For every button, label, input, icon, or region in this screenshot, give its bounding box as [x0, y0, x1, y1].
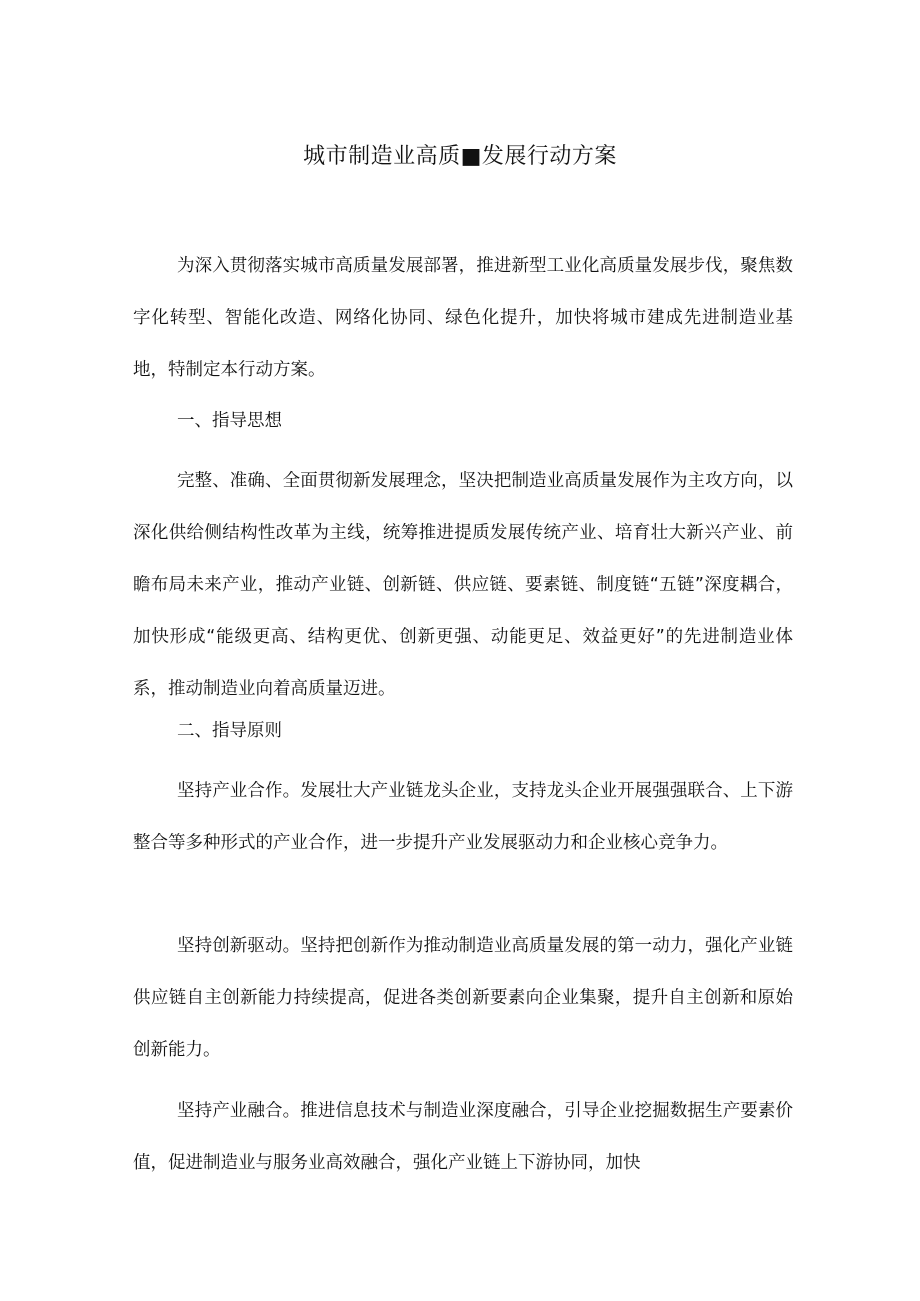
- guiding-ideology-paragraph: 完整、准确、全面贯彻新发展理念，坚决把制造业高质量发展作为主攻方向，以深化供给侧结构性改革为主线，统筹推进提质发展传统产业、培育壮大新兴产业、前瞻布局未来产业，推动产业链、创新链、供应链、要素链、制度链“五链”深度耦合，加快形成“能级更高、结构更优、创新更强、动能更足、效益更好”的先进制造业体系，推动制造业向着高质量迈进。: [133, 471, 793, 699]
- principle-industrial-integration: 坚持产业融合。推进信息技术与制造业深度融合，引导企业挖掘数据生产要素价值，促进制造业与服务业高效融合，强化产业链上下游协同，加快: [133, 1101, 793, 1173]
- section-heading-guiding-ideology: 一、指导思想: [177, 411, 282, 431]
- principle-industrial-cooperation: 坚持产业合作。发展壮大产业链龙头企业，支持龙头企业开展强强联合、上下游整合等多种形式的产业合作，进一步提升产业发展驱动力和企业核心竞争力。: [133, 781, 793, 853]
- section-heading-guiding-principles: 二、指导原则: [177, 721, 282, 741]
- document-title: 城市制造业高质■发展行动方案: [303, 144, 617, 169]
- principle-innovation-driven: 坚持创新驱动。坚持把创新作为推动制造业高质量发展的第一动力，强化产业链供应链自主创新能力持续提高，促进各类创新要素向企业集聚，提升自主创新和原始创新能力。: [133, 936, 793, 1060]
- intro-paragraph: 为深入贯彻落实城市高质量发展部署，推进新型工业化高质量发展步伐，聚焦数字化转型、智能化改造、网络化协同、绿色化提升，加快将城市建成先进制造业基地，特制定本行动方案。: [133, 256, 793, 380]
